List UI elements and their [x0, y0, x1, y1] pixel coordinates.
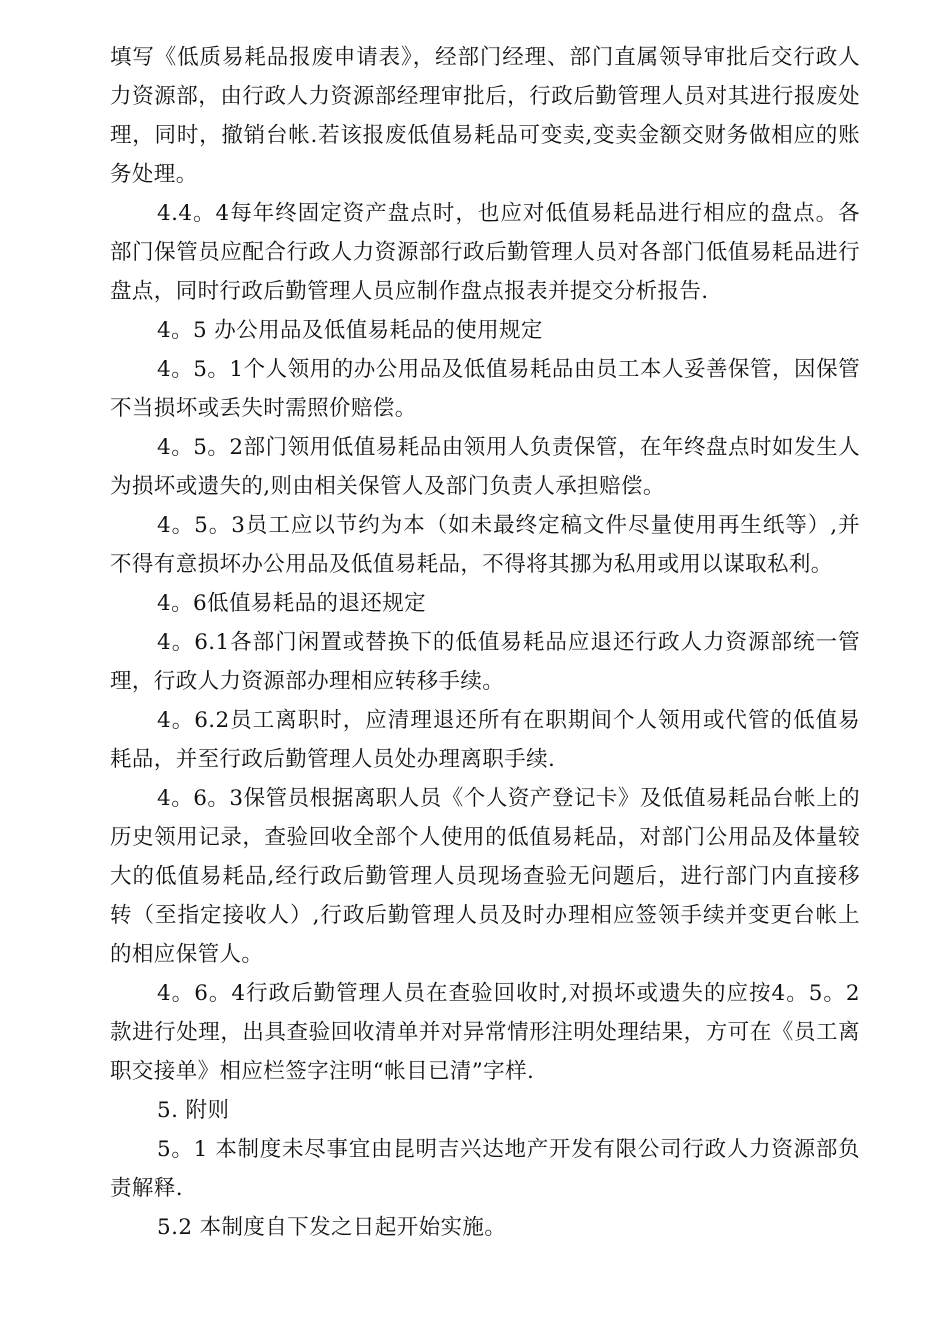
paragraph-4-6-1: 4。6.1各部门闲置或替换下的低值易耗品应退还行政人力资源部统一管理，行政人力资源部办理相应转移手续。 — [110, 630, 860, 694]
paragraph-5-2: 5.2 本制度自下发之日起开始实施。 — [157, 1215, 507, 1240]
paragraph-4-4-4: 4.4。4每年终固定资产盘点时，也应对低值易耗品进行相应的盘点。各部门保管员应配合行政人力资源部行政后勤管理人员对各部门低值易耗品进行盘点，同时行政后勤管理人员应制作盘点报表并提交分析报告. — [110, 201, 860, 304]
paragraph-4-5-3: 4。5。3员工应以节约为本（如未最终定稿文件尽量使用再生纸等）,并不得有意损坏办公用品及低值易耗品，不得将其挪为私用或用以谋取私利。 — [110, 513, 860, 577]
paragraph-4-5-2: 4。5。2部门领用低值易耗品由领用人负责保管，在年终盘点时如发生人为损坏或遗失的,则由相关保管人及部门负责人承担赔偿。 — [110, 435, 860, 499]
heading-5-appendix: 5. 附则 — [157, 1098, 230, 1123]
paragraph-4-6-3: 4。6。3保管员根据离职人员《个人资产登记卡》及低值易耗品台帐上的历史领用记录，查验回收全部个人使用的低值易耗品，对部门公用品及体量较大的低值易耗品,经行政后勤管理人员现场查验无问题后，进行部门内直接移转（至指定接收人）,行政后勤管理人员及时办理相应签领手续并变更台帐上的相应保管人。 — [110, 786, 861, 967]
paragraph-5-1: 5。1 本制度未尽事宜由昆明吉兴达地产开发有限公司行政人力资源部负责解释. — [110, 1137, 860, 1201]
paragraph-4-6-2: 4。6.2员工离职时，应清理退还所有在职期间个人领用或代管的低值易耗品，并至行政后勤管理人员处办理离职手续. — [110, 708, 860, 772]
heading-4-5: 4。5 办公用品及低值易耗品的使用规定 — [157, 318, 543, 343]
paragraph-4-6-4: 4。6。4行政后勤管理人员在查验回收时,对损坏或遗失的应按4。5。2款进行处理，出具查验回收清单并对异常情形注明处理结果，方可在《员工离职交接单》相应栏签字注明“帐目已清”字样. — [110, 981, 860, 1084]
paragraph-4-5-1: 4。5。1个人领用的办公用品及低值易耗品由员工本人妥善保管，因保管不当损坏或丢失时需照价赔偿。 — [110, 357, 860, 421]
paragraph-disposal-procedure: 填写《低质易耗品报废申请表》，经部门经理、部门直属领导审批后交行政人力资源部，由行政人力资源部经理审批后，行政后勤管理人员对其进行报废处理，同时，撤销台帐.若该报废低值易耗品可变卖,变卖金额交财务做相应的账务处理。 — [110, 45, 860, 187]
heading-4-6: 4。6低值易耗品的退还规定 — [157, 591, 427, 616]
